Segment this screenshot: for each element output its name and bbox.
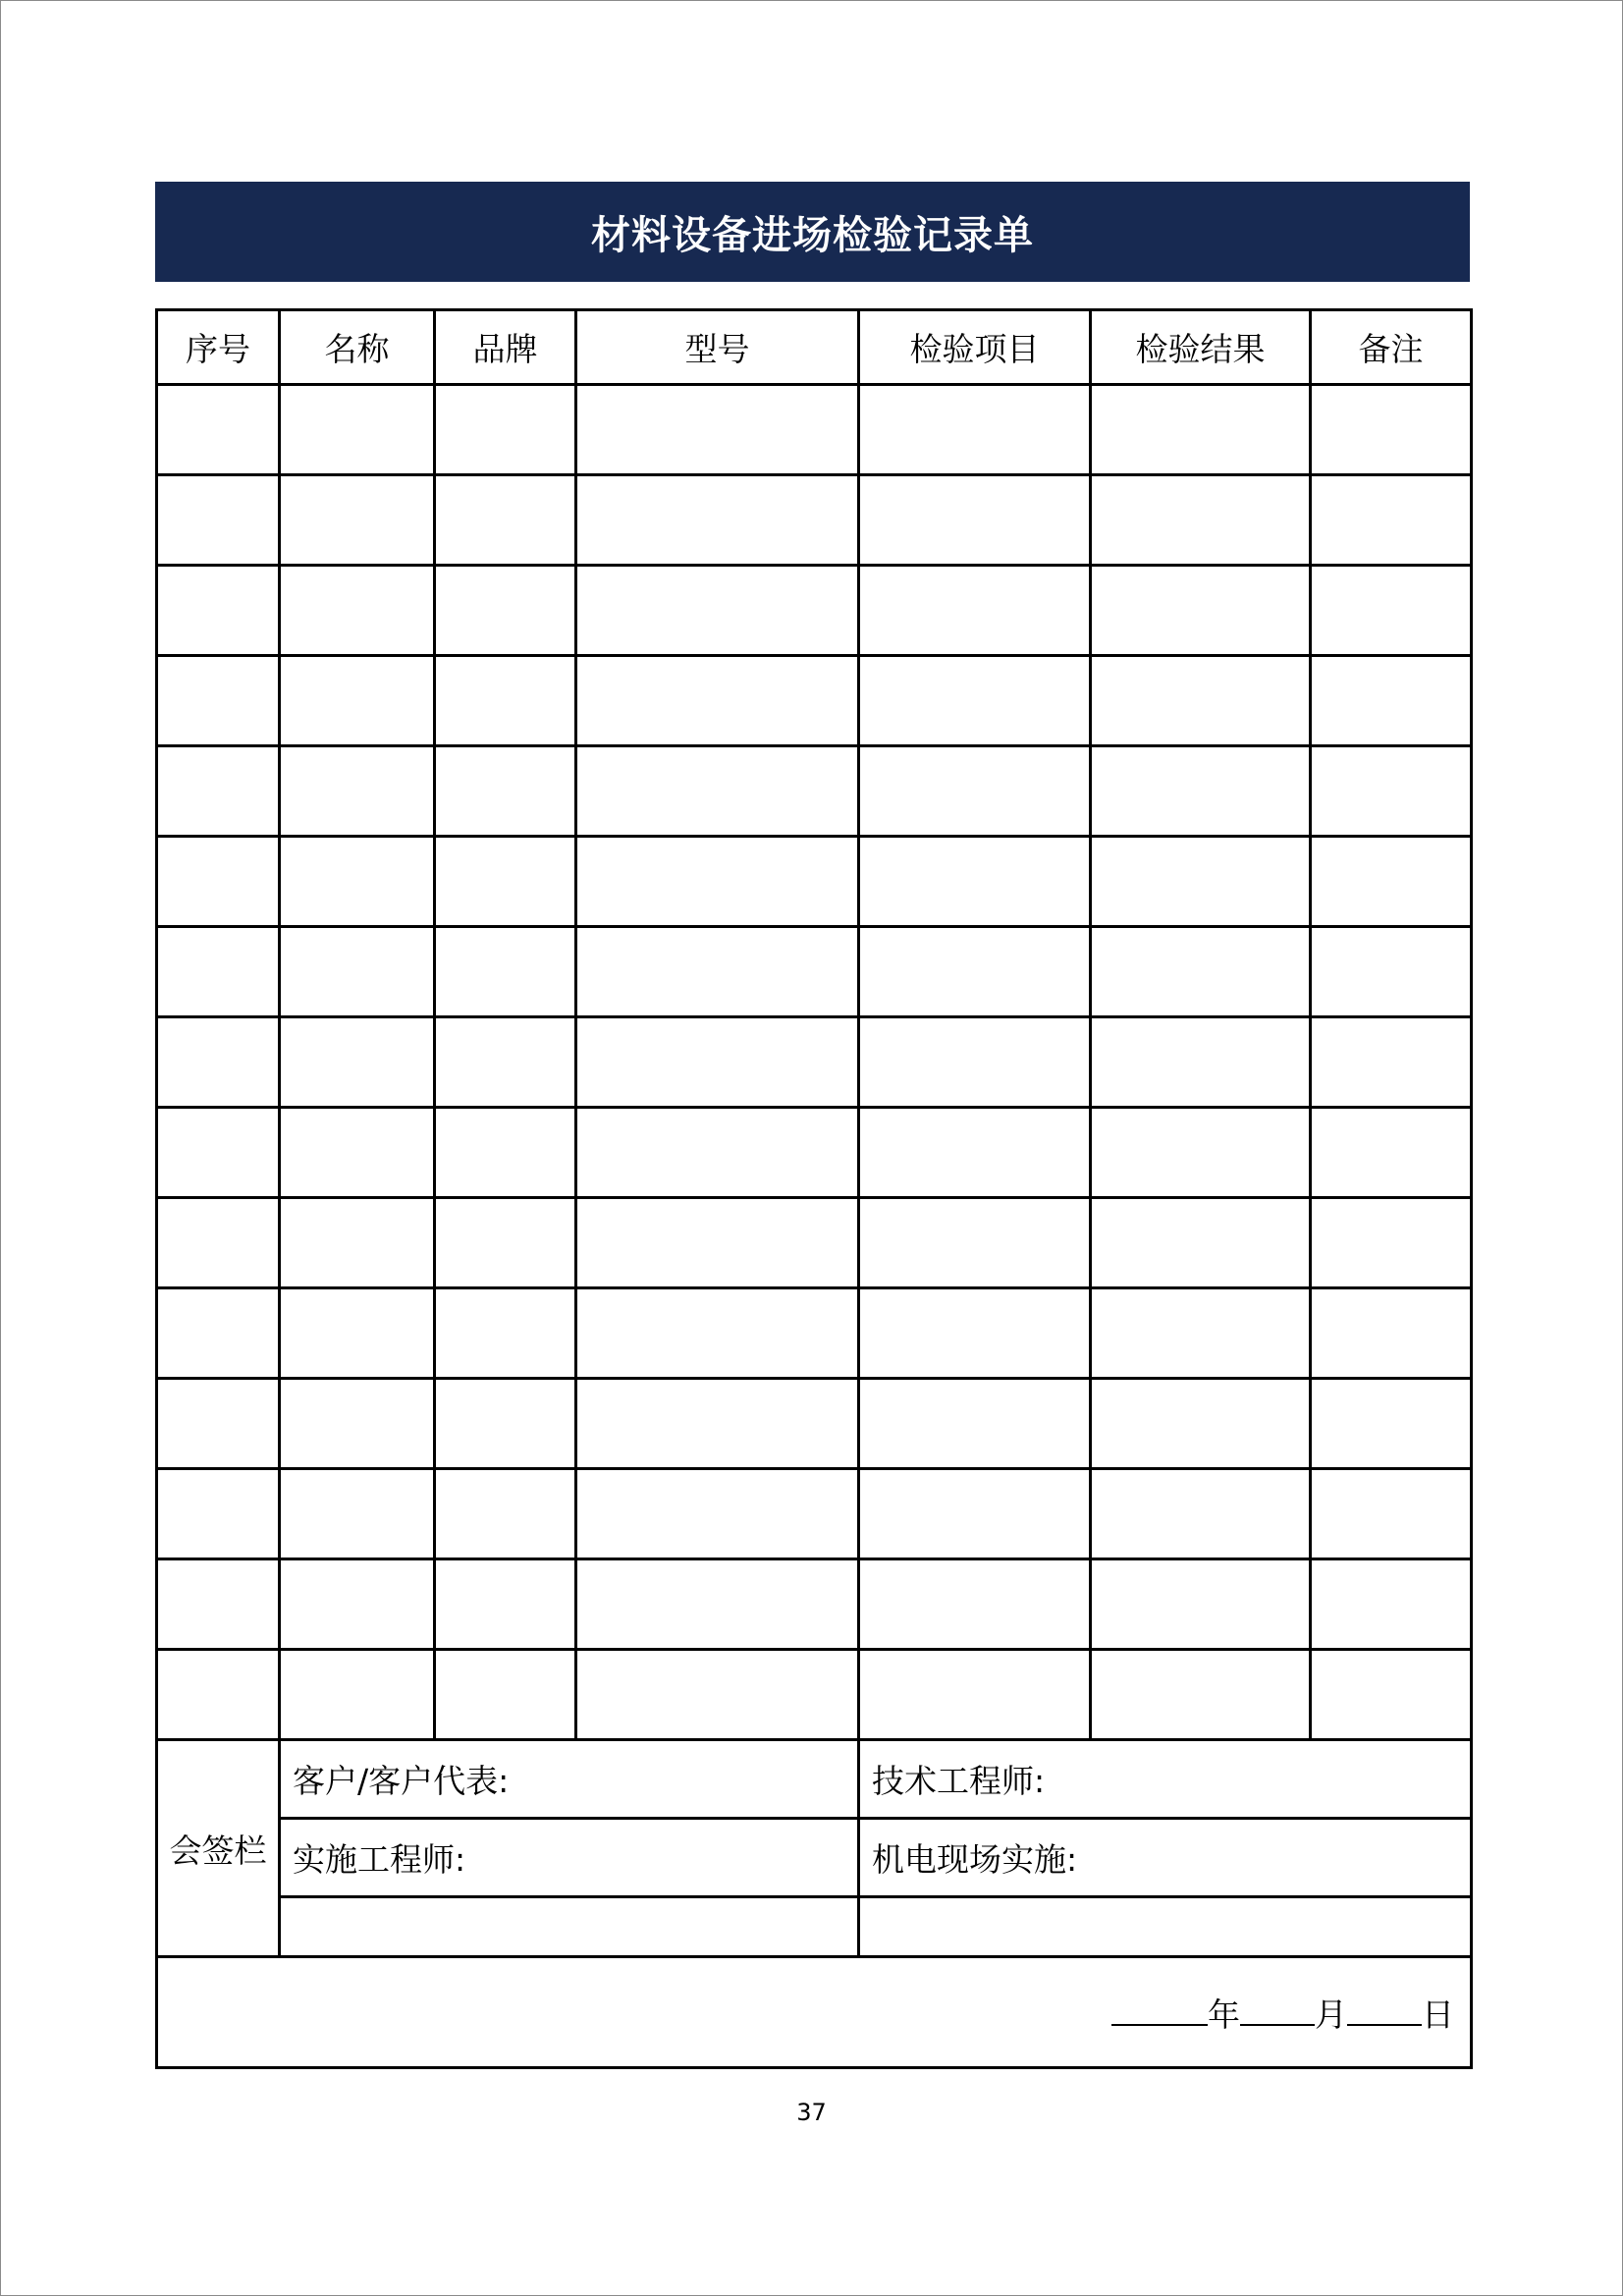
month-label: 月 <box>1315 1995 1347 2034</box>
table-cell[interactable] <box>859 1379 1091 1469</box>
table-cell[interactable] <box>435 837 576 927</box>
table-cell[interactable] <box>576 1288 859 1379</box>
inspection-record-table <box>155 308 1473 2069</box>
table-cell[interactable] <box>859 475 1091 566</box>
table-cell[interactable] <box>280 1379 435 1469</box>
table-cell[interactable] <box>1091 1288 1311 1379</box>
table-cell[interactable] <box>859 927 1091 1017</box>
table-cell[interactable] <box>1311 1650 1472 1740</box>
table-cell[interactable] <box>1091 1198 1311 1288</box>
month-blank[interactable] <box>1240 1996 1315 2026</box>
table-cell[interactable] <box>1091 1379 1311 1469</box>
table-cell[interactable] <box>157 566 280 656</box>
table-cell[interactable] <box>157 1108 280 1198</box>
table-row <box>157 1017 1472 1108</box>
table-cell[interactable] <box>576 927 859 1017</box>
table-cell[interactable] <box>576 837 859 927</box>
table-cell[interactable] <box>435 566 576 656</box>
table-cell[interactable] <box>1091 1108 1311 1198</box>
table-cell[interactable] <box>435 1198 576 1288</box>
table-cell[interactable] <box>435 1017 576 1108</box>
table-cell[interactable] <box>280 566 435 656</box>
table-cell[interactable] <box>280 1650 435 1740</box>
table-cell[interactable] <box>576 475 859 566</box>
day-label: 日 <box>1422 1995 1454 2034</box>
page-number: 37 <box>796 2099 827 2126</box>
table-row <box>157 927 1472 1017</box>
table-cell[interactable] <box>280 1559 435 1650</box>
document-title: 材料设备进场检验记录单 <box>591 212 1034 258</box>
table-cell[interactable] <box>1311 385 1472 475</box>
table-cell[interactable] <box>1311 1379 1472 1469</box>
table-cell[interactable] <box>576 1017 859 1108</box>
table-cell[interactable] <box>859 656 1091 746</box>
table-cell[interactable] <box>280 475 435 566</box>
column-header-index: 序号 <box>157 310 280 385</box>
customer-signature-field[interactable]: 客户/客户代表: <box>280 1740 859 1819</box>
table-cell[interactable] <box>157 746 280 837</box>
table-cell[interactable] <box>576 1469 859 1559</box>
table-header-row <box>157 310 1472 385</box>
table-cell[interactable] <box>576 746 859 837</box>
year-label: 年 <box>1208 1995 1240 2034</box>
day-blank[interactable] <box>1347 1996 1422 2026</box>
table-row <box>157 1198 1472 1288</box>
table-cell[interactable] <box>435 1650 576 1740</box>
title-banner <box>155 182 1470 282</box>
table-cell[interactable] <box>157 656 280 746</box>
table-cell[interactable] <box>280 1288 435 1379</box>
table-row <box>157 566 1472 656</box>
sign-blank-left[interactable] <box>280 1897 859 1957</box>
table-row <box>157 1469 1472 1559</box>
mep-site-signature-field[interactable]: 机电现场实施: <box>859 1819 1472 1897</box>
table-cell[interactable] <box>280 1469 435 1559</box>
table-cell[interactable] <box>1091 566 1311 656</box>
table-cell[interactable] <box>435 475 576 566</box>
table-cell[interactable] <box>1311 1108 1472 1198</box>
year-blank[interactable] <box>1111 1996 1208 2026</box>
tech-engineer-signature-field[interactable]: 技术工程师: <box>859 1740 1472 1819</box>
table-cell[interactable] <box>1311 746 1472 837</box>
table-cell[interactable] <box>576 1198 859 1288</box>
table-row <box>157 656 1472 746</box>
table-cell[interactable] <box>157 1650 280 1740</box>
date-row <box>157 1957 1472 2068</box>
table-cell[interactable] <box>280 1198 435 1288</box>
table-cell[interactable] <box>435 1469 576 1559</box>
table-cell[interactable] <box>1311 927 1472 1017</box>
table-row <box>157 1650 1472 1740</box>
column-header-model: 型号 <box>576 310 859 385</box>
table-cell[interactable] <box>280 927 435 1017</box>
sign-row-2 <box>157 1819 1472 1897</box>
table-cell[interactable] <box>1311 1559 1472 1650</box>
table-cell[interactable] <box>435 1379 576 1469</box>
sign-blank-right[interactable] <box>859 1897 1472 1957</box>
table-cell[interactable] <box>280 837 435 927</box>
table-cell[interactable] <box>1091 1650 1311 1740</box>
table-cell[interactable] <box>859 1559 1091 1650</box>
table-cell[interactable] <box>576 1108 859 1198</box>
table-row <box>157 385 1472 475</box>
column-header-brand: 品牌 <box>435 310 576 385</box>
table-cell[interactable] <box>157 1198 280 1288</box>
table-row <box>157 1379 1472 1469</box>
sign-row-1 <box>157 1740 1472 1819</box>
table-cell[interactable] <box>859 1469 1091 1559</box>
column-header-name: 名称 <box>280 310 435 385</box>
table-row <box>157 1288 1472 1379</box>
table-cell[interactable] <box>576 1379 859 1469</box>
table-cell[interactable] <box>576 566 859 656</box>
table-cell[interactable] <box>576 1559 859 1650</box>
table-cell[interactable] <box>1091 837 1311 927</box>
table-cell[interactable] <box>576 1650 859 1740</box>
table-cell[interactable] <box>435 746 576 837</box>
column-header-remarks: 备注 <box>1311 310 1472 385</box>
table-cell[interactable] <box>859 1017 1091 1108</box>
table-cell[interactable] <box>280 1108 435 1198</box>
table-cell[interactable] <box>435 927 576 1017</box>
table-cell[interactable] <box>280 656 435 746</box>
table-cell[interactable] <box>859 837 1091 927</box>
table-cell[interactable] <box>157 1017 280 1108</box>
table-cell[interactable] <box>435 1108 576 1198</box>
table-cell[interactable] <box>280 746 435 837</box>
table-cell[interactable] <box>435 385 576 475</box>
table-cell[interactable] <box>1091 746 1311 837</box>
table-cell[interactable] <box>1311 1288 1472 1379</box>
table-cell[interactable] <box>435 656 576 746</box>
table-cell[interactable] <box>157 927 280 1017</box>
table-cell[interactable] <box>859 746 1091 837</box>
table-cell[interactable] <box>157 1288 280 1379</box>
table-cell[interactable] <box>1311 1017 1472 1108</box>
sign-row-3 <box>157 1897 1472 1957</box>
table-cell[interactable] <box>1091 1017 1311 1108</box>
table-cell[interactable] <box>859 1288 1091 1379</box>
table-cell[interactable] <box>859 566 1091 656</box>
table-cell[interactable] <box>1091 475 1311 566</box>
table-cell[interactable] <box>157 837 280 927</box>
table-cell[interactable] <box>1091 656 1311 746</box>
table-cell[interactable] <box>576 385 859 475</box>
table-cell[interactable] <box>1091 1469 1311 1559</box>
table-cell[interactable] <box>280 1017 435 1108</box>
table-cell[interactable] <box>157 1559 280 1650</box>
table-cell[interactable] <box>576 656 859 746</box>
table-row <box>157 837 1472 927</box>
table-cell[interactable] <box>157 1469 280 1559</box>
table-cell[interactable] <box>1091 1559 1311 1650</box>
table-cell[interactable] <box>1311 1198 1472 1288</box>
table-row <box>157 475 1472 566</box>
table-cell[interactable] <box>157 385 280 475</box>
table-cell[interactable] <box>1311 656 1472 746</box>
table-cell[interactable] <box>157 1379 280 1469</box>
sign-section-label: 会签栏 <box>157 1740 280 1957</box>
table-cell[interactable] <box>859 385 1091 475</box>
column-header-inspection-result: 检验结果 <box>1091 310 1311 385</box>
table-cell[interactable] <box>1311 1469 1472 1559</box>
date-field <box>157 1957 1472 2068</box>
table-cell[interactable] <box>1091 385 1311 475</box>
table-cell[interactable] <box>435 1559 576 1650</box>
column-header-inspection-item: 检验项目 <box>859 310 1091 385</box>
table-cell[interactable] <box>859 1650 1091 1740</box>
table-cell[interactable] <box>435 1288 576 1379</box>
table-cell[interactable] <box>157 475 280 566</box>
table-cell[interactable] <box>1311 475 1472 566</box>
table-cell[interactable] <box>1311 566 1472 656</box>
table-cell[interactable] <box>280 385 435 475</box>
table-cell[interactable] <box>859 1198 1091 1288</box>
table-cell[interactable] <box>1091 927 1311 1017</box>
table-row <box>157 1108 1472 1198</box>
table-cell[interactable] <box>859 1108 1091 1198</box>
impl-engineer-signature-field[interactable]: 实施工程师: <box>280 1819 859 1897</box>
table-row <box>157 746 1472 837</box>
table-row <box>157 1559 1472 1650</box>
table-cell[interactable] <box>1311 837 1472 927</box>
